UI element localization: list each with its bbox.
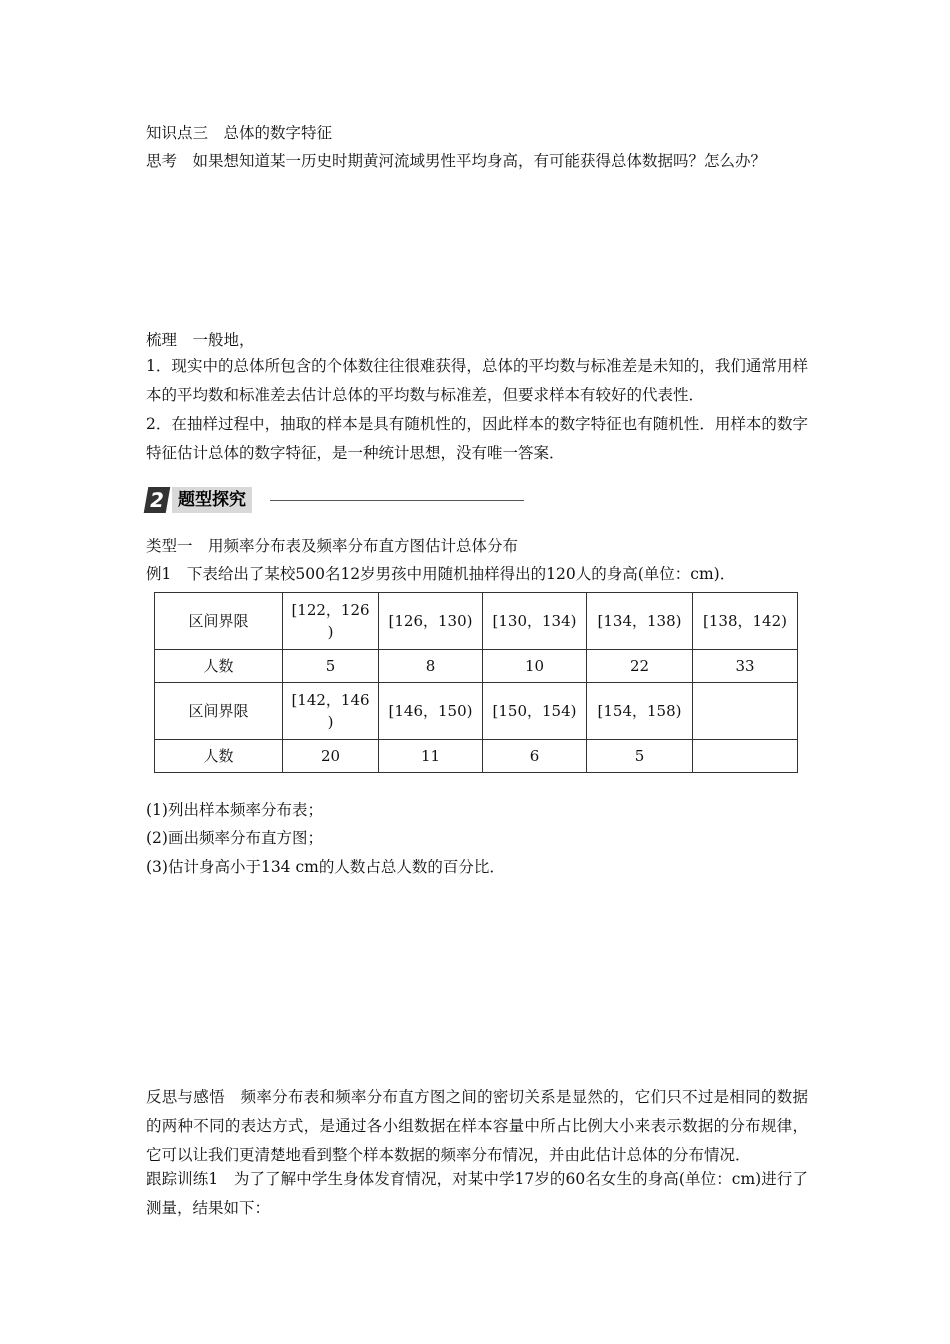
interval-cell: [154，158) [587, 683, 693, 740]
height-frequency-table [154, 592, 798, 773]
count-cell: 33 [693, 650, 798, 683]
question-3: (3)估计身高小于134 cm的人数占总人数的百分比． [146, 858, 505, 876]
section-number-badge: 2 [144, 487, 171, 513]
table-row [155, 650, 798, 683]
question-1: (1)列出样本频率分布表； [146, 801, 323, 819]
summary-point-1: 1．现实中的总体所包含的个体数往往很难获得，总体的平均数与标准差是未知的，我们通常用样本的平均数和标准差去估计总体的平均数与标准差，但要求样本有较好的代表性． [146, 357, 808, 404]
section-banner-title: 题型探究 [172, 487, 252, 513]
summary-heading: 梳理 一般地， [146, 331, 255, 349]
interval-cell: [130，134) [483, 593, 587, 650]
summary-point-2: 2．在抽样过程中，抽取的样本是具有随机性的，因此样本的数字特征也有随机性．用样本的数字特征估计总体的数字特征，是一种统计思想，没有唯一答案． [146, 415, 808, 462]
row-header-interval: 区间界限 [155, 593, 283, 650]
count-cell: 5 [587, 740, 693, 773]
practice-problem: 跟踪训练1 为了了解中学生身体发育情况，对某中学17岁的60名女生的身高(单位：cm)进行了测量，结果如下： [146, 1170, 808, 1217]
type-heading: 类型一 用频率分布表及频率分布直方图估计总体分布 [146, 537, 519, 555]
example-statement: 例1 下表给出了某校500名12岁男孩中用随机抽样得出的120人的身高(单位：cm)． [146, 565, 736, 583]
table-row [155, 740, 798, 773]
count-cell: 8 [379, 650, 483, 683]
interval-cell: [122，126 ) [283, 593, 379, 650]
interval-cell: [142，146 ) [283, 683, 379, 740]
table-row [155, 593, 798, 650]
count-cell: 10 [483, 650, 587, 683]
row-header-count: 人数 [155, 740, 283, 773]
interval-cell: [138，142) [693, 593, 798, 650]
row-header-count: 人数 [155, 650, 283, 683]
count-cell: 11 [379, 740, 483, 773]
interval-cell: [150，154) [483, 683, 587, 740]
interval-cell: [146，150) [379, 683, 483, 740]
count-cell: 6 [483, 740, 587, 773]
count-cell: 22 [587, 650, 693, 683]
interval-cell [693, 683, 798, 740]
section-heading: 知识点三 总体的数字特征 [146, 124, 333, 142]
count-cell [693, 740, 798, 773]
section-banner [146, 487, 526, 515]
section-divider [270, 500, 524, 501]
count-cell: 5 [283, 650, 379, 683]
interval-cell: [134，138) [587, 593, 693, 650]
row-header-interval: 区间界限 [155, 683, 283, 740]
table-row [155, 683, 798, 740]
interval-cell: [126，130) [379, 593, 483, 650]
think-question: 思考 如果想知道某一历史时期黄河流域男性平均身高，有可能获得总体数据吗？怎么办？ [146, 152, 767, 170]
question-2: (2)画出频率分布直方图； [146, 829, 323, 847]
count-cell: 20 [283, 740, 379, 773]
reflection-paragraph: 反思与感悟 频率分布表和频率分布直方图之间的密切关系是显然的，它们只不过是相同的数据的两种不同的表达方式，是通过各小组数据在样本容量中所占比例大小来表示数据的分布规律，它可以让我们更清楚地看到整个样本数据的频率分布情况，并由此估计总体的分布情况． [146, 1088, 808, 1164]
